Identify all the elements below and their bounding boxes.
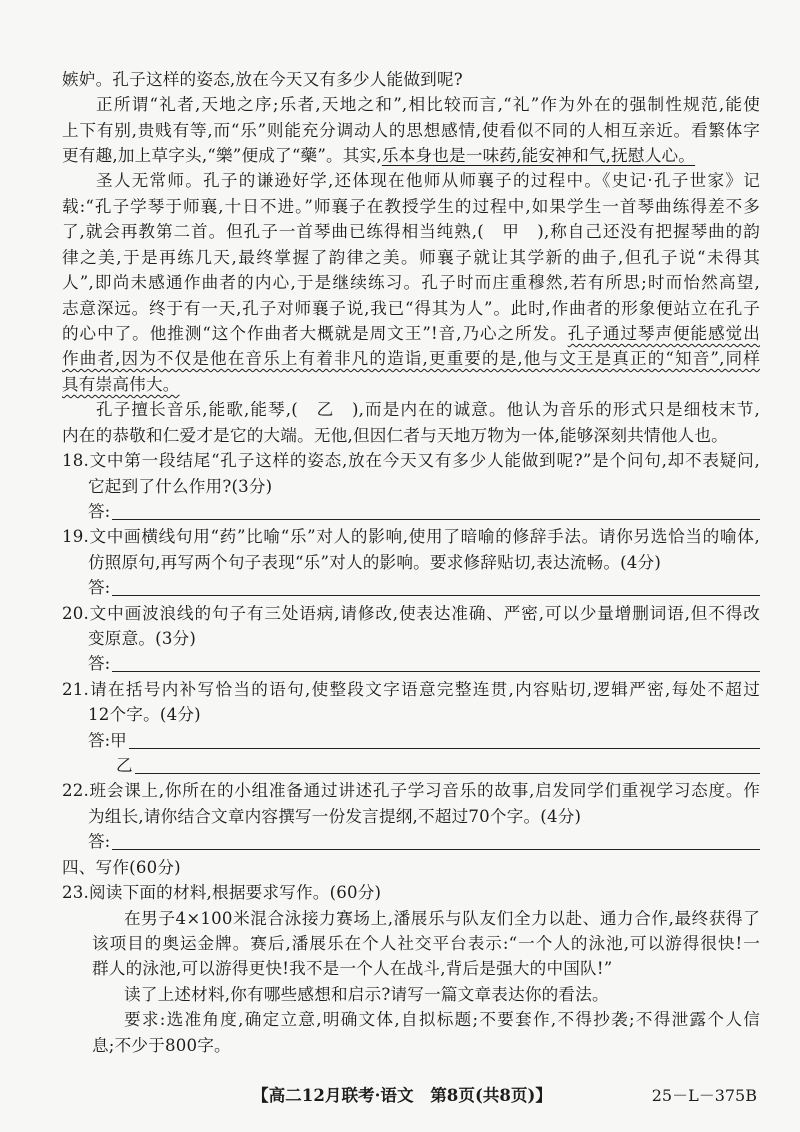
- passage-line: 孔子擅长音乐,能歌,能琴,( 乙 ),而是内在的诚意。他认为音乐的形式只是细枝末节,: [96, 400, 761, 419]
- exam-code: 25－L－375B: [651, 1086, 757, 1105]
- passage-line: 志意深远。终于有一天,孔子对师襄子说,我已“得其为人”。此时,作曲者的形象便站立在孔子: [62, 299, 760, 318]
- passage-line: 上下有别,贵贱有等,而“乐”则能充分调动人的思想感情,使看似不同的人相互亲近。看繁体字: [62, 121, 760, 140]
- answer-rule: [112, 519, 760, 520]
- passage-line: 内在的恭敬和仁爱才是它的大端。无他,但因仁者与天地万物为一体,能够深刻共情他人也。: [62, 426, 728, 445]
- answer-rule: [112, 671, 760, 672]
- answer-label: 答:: [88, 832, 111, 851]
- passage-line: 圣人无常师。孔子的谦逊好学,还体现在他师从师襄子的过程中。《史记·孔子世家》记: [96, 171, 760, 190]
- answer-line-20[interactable]: [88, 651, 760, 676]
- question-22-cont: 为组长,请你结合文章内容撰写一份发言提纲,不超过70个字。(4分): [88, 807, 582, 826]
- question-18: 18.文中第一段结尾“孔子这样的姿态,放在今天又有多少人能做到呢?”是个问句,却不表疑问,: [62, 451, 760, 470]
- answer-label: 答:: [88, 502, 111, 521]
- question-19-cont: 仿照原句,再写两个句子表现“乐”对人的影响。要求修辞贴切,表达流畅。(4分): [88, 553, 662, 572]
- passage-line: [62, 143, 760, 168]
- question-22: 22.班会课上,你所在的小组准备通过讲述孔子学习音乐的故事,启发同学们重视学习态度。作: [62, 781, 760, 800]
- passage-line: 嫉妒。孔子这样的姿态,放在今天又有多少人能做到呢?: [62, 70, 463, 89]
- question-18-cont: 它起到了什么作用?(3分): [88, 477, 273, 496]
- answer-rule: [112, 595, 760, 596]
- answer-rule: [112, 849, 760, 850]
- passage-line: [62, 372, 760, 397]
- answer-rule: [129, 748, 760, 749]
- answer-line-21-yi[interactable]: [116, 753, 760, 778]
- question-19: 19.文中画横线句用“药”比喻“乐”对人的影响,使用了暗喻的修辞手法。请你另选恰当的喻体,: [62, 527, 760, 546]
- writing-requirements-cont: 息;不少于800字。: [92, 1036, 231, 1055]
- wavy-sentence-line: 作曲者,因为不仅是他在音乐上有着非凡的造诣,更重要的是,他与文王是真正的“知音”,同样: [62, 349, 760, 368]
- question-20: 20.文中画波浪线的句子有三处语病,请修改,使表达准确、严密,可以少量增删词语,但不得改: [62, 604, 760, 623]
- answer-line-21-jia[interactable]: [88, 728, 760, 753]
- question-20-cont: 变原意。(3分): [88, 629, 197, 648]
- writing-requirements: 要求:选准角度,确定立意,明确文体,自拟标题;不要套作,不得抄袭;不得泄露个人信: [124, 1010, 760, 1029]
- passage-line: 正所谓“礼者,天地之序;乐者,天地之和”,相比较而言,“礼”作为外在的强制性规范,能使: [96, 95, 760, 114]
- passage-line: 人”,即尚未感通作曲者的内心,于是继续练习。孔子时而庄重穆然,若有所思;时而怡然高望,: [62, 273, 760, 292]
- question-23: 23.阅读下面的材料,根据要求写作。(60分): [62, 883, 382, 902]
- passage-line: 载:“孔子学琴于师襄,十日不进。”师襄子在教授学生的过程中,如果学生一首琴曲练得差不多: [62, 197, 760, 216]
- answer-line-18[interactable]: [88, 499, 760, 524]
- wavy-sentence: 具有崇高伟大。: [62, 375, 180, 394]
- material-line: 该项目的奥运金牌。赛后,潘展乐在个人社交平台表示:“一个人的泳池,可以游得很快!一: [92, 934, 760, 953]
- underlined-sentence: 乐本身也是一味药,能安神和气,抚慰人心。: [381, 146, 696, 165]
- passage-line: [62, 321, 760, 346]
- question-21: 21.请在括号内补写恰当的语句,使整段文字语意完整连贯,内容贴切,逻辑严密,每处不超过: [62, 680, 760, 699]
- answer-label: 乙: [116, 756, 133, 775]
- wavy-sentence: 孔子通过琴声便能感觉出: [567, 324, 760, 343]
- answer-rule: [135, 773, 760, 774]
- answer-label: 答:甲: [88, 731, 127, 750]
- page-footer: 【高二12月联考·语文 第8页(共8页)】: [252, 1085, 552, 1105]
- answer-label: 答:: [88, 578, 111, 597]
- answer-label: 答:: [88, 654, 111, 673]
- material-line: 在男子4×100米混合泳接力赛场上,潘展乐与队友们全力以赴、通力合作,最终获得了: [124, 909, 760, 928]
- answer-line-22[interactable]: [88, 829, 760, 854]
- section-title-writing: 四、写作(60分): [62, 858, 181, 877]
- passage-text: 更有趣,加上草字头,“樂”便成了“藥”。其实,: [62, 146, 382, 165]
- passage-line: 了,就会再教第二首。但孔子一首琴曲已练得相当纯熟,( 甲 ),称自己还没有把握琴曲的韵: [62, 222, 760, 241]
- question-21-cont: 12个字。(4分): [88, 705, 201, 724]
- material-line: 群人的泳池,可以游得更快!我不是一个人在战斗,背后是强大的中国队!”: [92, 959, 613, 978]
- passage-text: 的心中了。他推测“这个作曲者大概就是周文王”!音,乃心之所发。: [62, 324, 568, 343]
- answer-line-19[interactable]: [88, 575, 760, 600]
- passage-line: 律之美,于是再练几天,最终掌握了韵律之美。师襄子就让其学新的曲子,但孔子说“未得其: [62, 248, 760, 267]
- writing-prompt: 读了上述材料,你有哪些感想和启示?请写一篇文章表达你的看法。: [124, 985, 609, 1004]
